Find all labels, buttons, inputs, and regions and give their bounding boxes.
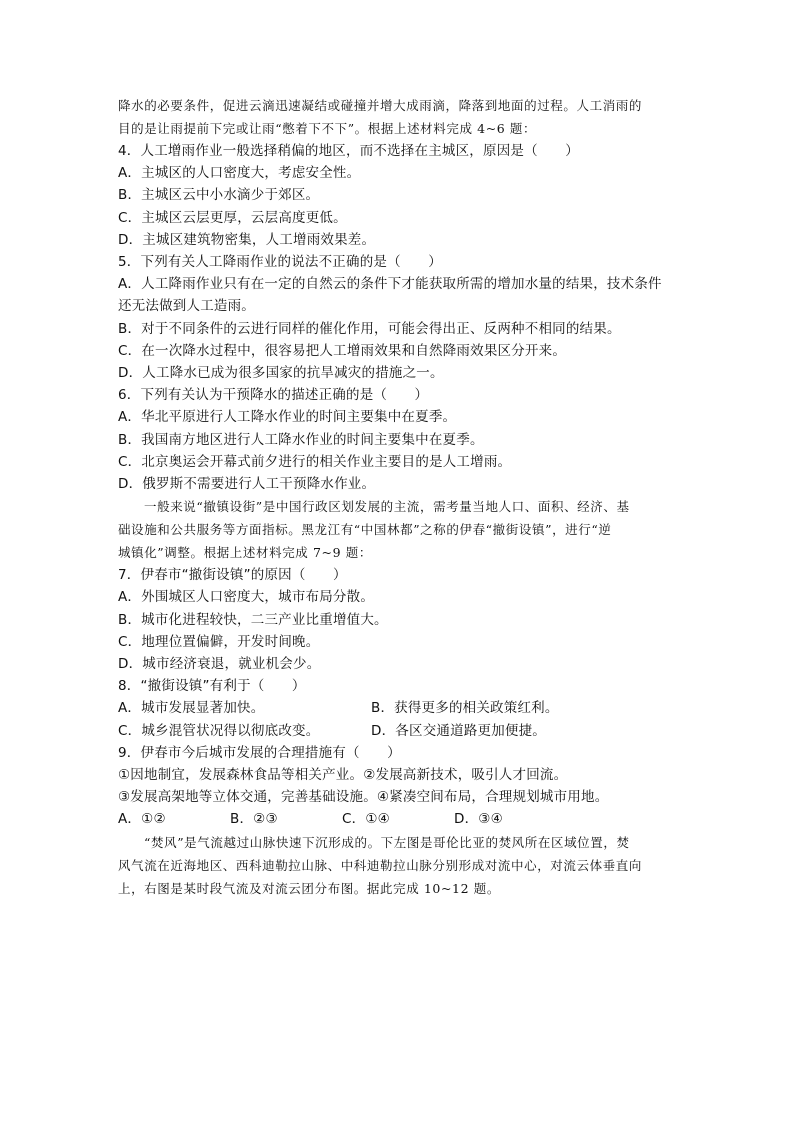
option-b: B．我国南方地区进行人工降水作业的时间主要集中在夏季。: [118, 431, 484, 448]
option-d: D．俄罗斯不需要进行人工干预降水作业。: [118, 476, 376, 493]
intro-line: 上，右图是某时段气流及对流云团分布图。据此完成 10~12 题。: [118, 880, 500, 896]
intro-line: “焚风”是气流越过山脉快速下沉形成的。下左图是哥伦比亚的焚风所在区域位置，焚: [144, 834, 630, 850]
intro-passage-1: [118, 94, 678, 140]
option-d: D．各区交通道路更加便捷。: [371, 722, 546, 739]
option-a-continued: 还无法做到人工造雨。: [118, 298, 255, 315]
option-a: A．人工降雨作业只有在一定的自然云的条件下才能获取所需的增加水量的结果，技术条件: [118, 276, 662, 293]
exam-page: [118, 94, 678, 900]
intro-passage-3: [118, 831, 678, 900]
option-d: D．主城区建筑物密集，人工增雨效果差。: [118, 231, 376, 248]
intro-line: 风气流在近海地区、西科迪勒拉山脉、中科迪勒拉山脉分别形成对流中心，对流云体垂直向: [118, 857, 643, 873]
option-d: D．人工降水已成为很多国家的抗旱减灾的措施之一。: [118, 365, 444, 382]
question-stem: 6．下列有关认为干预降水的描述正确的是（ ）: [118, 387, 429, 404]
question-9: [118, 742, 678, 831]
question-6: [118, 384, 678, 495]
intro-line: 降水的必要条件，促进云滴迅速凝结或碰撞并增大成雨滴，降落到地面的过程。人工消雨的: [118, 98, 643, 113]
option-b: B．②③: [230, 811, 278, 828]
question-stem: 8．“撤街设镇”有利于（ ）: [118, 678, 306, 695]
option-c: C．在一次降水过程中，很容易把人工增雨效果和自然降雨效果区分开来。: [118, 342, 567, 359]
intro-line: 础设施和公共服务等方面指标。黑龙江有“中国林都”之称的伊春“撤街设镇”，进行“逆: [118, 522, 612, 538]
option-b: B．主城区云中小水滴少于郊区。: [118, 187, 320, 204]
intro-line: 目的是让雨提前下完或让雨“憋着下不下”。根据上述材料完成 4~6 题：: [118, 121, 537, 136]
option-row: [118, 808, 678, 830]
option-d: D．③④: [454, 811, 503, 828]
question-7: [118, 564, 678, 675]
question-8: [118, 675, 678, 742]
option-c: C．地理位置偏僻，开发时间晚。: [118, 633, 320, 650]
option-a: A．主城区的人口密度大，考虑安全性。: [118, 165, 361, 182]
option-d: D．城市经济衰退，就业机会少。: [118, 656, 321, 673]
question-stem: 7．伊春市“撤街设镇”的原因（ ）: [118, 567, 347, 584]
option-b: B．对于不同条件的云进行同样的催化作用，可能会得出正、反两种不相同的结果。: [118, 320, 621, 337]
intro-line: 一般来说“撤镇设街”是中国行政区划发展的主流，需考量当地人口、面积、经济、基: [144, 499, 630, 515]
option-a: A．外围城区人口密度大，城市布局分散。: [118, 589, 375, 606]
option-row: [118, 697, 678, 719]
option-c: C．①④: [342, 811, 390, 828]
statement-line: ①因地制宜，发展森林食品等相关产业。②发展高新技术，吸引人才回流。: [118, 767, 568, 784]
option-c: C．北京奥运会开幕式前夕进行的相关作业主要目的是人工增雨。: [118, 453, 512, 470]
intro-passage-2: [118, 495, 678, 564]
question-stem: 5．下列有关人工降雨作业的说法不正确的是（ ）: [118, 254, 442, 271]
question-stem: 4．人工增雨作业一般选择稍偏的地区，而不选择在主城区，原因是（ ）: [118, 143, 579, 159]
option-c: C．主城区云层更厚，云层高度更低。: [118, 209, 347, 226]
question-5: [118, 251, 678, 384]
option-b: B．城市化进程较快，二三产业比重增值大。: [118, 611, 388, 628]
option-a: A．①②: [118, 811, 166, 828]
question-stem: 9．伊春市今后城市发展的合理措施有（ ）: [118, 744, 401, 761]
option-a: A．城市发展显著加快。: [118, 700, 265, 717]
option-b: B．获得更多的相关政策红利。: [371, 700, 559, 717]
option-c: C．城乡混管状况得以彻底改变。: [118, 722, 320, 739]
option-a: A．华北平原进行人工降水作业的时间主要集中在夏季。: [118, 409, 457, 426]
question-4: [118, 140, 678, 251]
statement-line: ③发展高架地等立体交通，完善基础设施。④紧凑空间布局，合理规划城市用地。: [118, 789, 609, 806]
intro-line: 城镇化”调整。根据上述材料完成 7~9 题：: [118, 545, 372, 561]
option-row: [118, 720, 678, 742]
